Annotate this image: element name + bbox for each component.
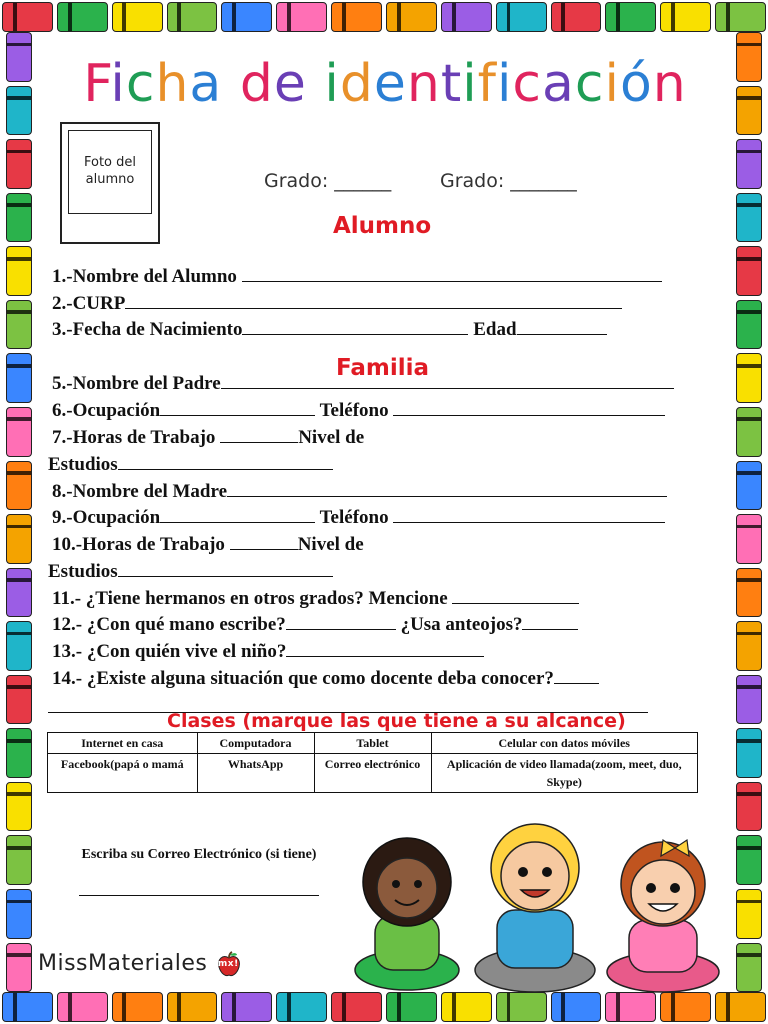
title-letter: i — [604, 54, 620, 114]
blank-line — [522, 611, 578, 630]
boy-center-figure — [475, 824, 595, 992]
title-letter: c — [574, 54, 605, 114]
title-letter: f — [477, 54, 497, 114]
crayon-piece — [736, 461, 762, 511]
crayon-piece — [736, 675, 762, 725]
blank-line — [125, 290, 622, 309]
field-label: 12.- ¿Con qué mano escribe? — [52, 614, 286, 635]
crayon-piece — [736, 889, 762, 939]
field-label: Estudios — [48, 454, 118, 475]
field-ocupacion-madre — [52, 504, 665, 531]
crayon-piece — [6, 568, 32, 618]
section-heading-familia: Familia — [336, 355, 430, 381]
crayon-piece — [736, 246, 762, 296]
clases-heading: Clases (marque las que tiene a su alcance) — [167, 710, 626, 732]
table-row — [48, 754, 698, 793]
crayon-piece — [736, 728, 762, 778]
field-vive-con — [52, 638, 484, 665]
table-cell: Aplicación de video llamada(zoom, meet, duo, Skype) — [431, 754, 698, 793]
crayon-piece — [441, 992, 492, 1022]
crayon-piece — [736, 621, 762, 671]
crayon-piece — [736, 568, 762, 618]
crayon-piece — [6, 675, 32, 725]
crayon-piece — [6, 514, 32, 564]
title-letter — [307, 54, 325, 114]
crayon-piece — [2, 992, 53, 1022]
field-nombre-padre — [52, 370, 674, 397]
title-letter: i — [110, 54, 126, 114]
email-block — [64, 843, 334, 896]
blank-line — [221, 370, 674, 389]
crayon-piece — [715, 992, 766, 1022]
field-curp — [52, 290, 622, 317]
crayon-piece — [276, 992, 327, 1022]
crayon-piece — [6, 889, 32, 939]
email-blank-line — [79, 873, 319, 896]
blank-line — [118, 558, 333, 577]
field-label: 14.- ¿Existe alguna situación que como docente deba conocer? — [52, 668, 554, 689]
field-label: 6.-Ocupación — [52, 400, 161, 421]
title-letter: e — [373, 54, 407, 114]
crayon-piece — [6, 353, 32, 403]
crayon-piece — [605, 2, 656, 32]
field-label: 11.- ¿Tiene hermanos en otros grados? Mencione — [52, 588, 448, 609]
blank-line — [160, 397, 315, 416]
table-cell: Facebook(papá o mamá — [48, 754, 198, 793]
blank-line — [393, 397, 665, 416]
table-cell: Correo electrónico — [314, 754, 431, 793]
field-label: 2.-CURP — [52, 293, 126, 314]
field-label-anteojos: ¿Usa anteojos? — [400, 614, 523, 635]
blank-line — [517, 316, 607, 335]
title-letter: d — [339, 54, 374, 114]
title-letter: e — [273, 54, 307, 114]
brand-text: MissMateriales — [38, 951, 208, 976]
crayon-piece — [605, 992, 656, 1022]
table-cell: Computadora — [197, 733, 314, 754]
grado-field-2: Grado: _______ — [440, 170, 577, 192]
crayon-piece — [660, 992, 711, 1022]
crayon-piece — [6, 835, 32, 885]
title-letter: a — [189, 54, 223, 114]
table-cell: Internet en casa — [48, 733, 198, 754]
field-label: 8.-Nombre del Madre — [52, 481, 228, 502]
crayon-piece — [6, 139, 32, 189]
crayon-piece — [6, 32, 32, 82]
field-label-telefono: Teléfono — [319, 400, 389, 421]
blank-line — [230, 531, 298, 550]
section-heading-alumno: Alumno — [333, 213, 432, 239]
field-label-nivel: Nivel de — [297, 534, 364, 555]
title-letter: ó — [619, 54, 653, 114]
blank-line — [118, 451, 333, 470]
apple-badge-text: mx! — [217, 959, 239, 969]
field-label: Estudios — [48, 561, 118, 582]
field-estudios-padre — [48, 451, 333, 478]
title-letter: n — [652, 54, 687, 114]
crayon-piece — [736, 32, 762, 82]
field-nombre-alumno — [52, 263, 662, 290]
blank-line — [554, 665, 599, 684]
email-label: Escriba su Correo Electrónico (si tiene) — [81, 847, 317, 862]
page-title — [70, 44, 700, 124]
apple-icon — [215, 950, 243, 978]
girl-left-figure — [355, 838, 459, 990]
field-ocupacion-padre — [52, 397, 665, 424]
table-cell: WhatsApp — [197, 754, 314, 793]
field-nombre-madre — [52, 478, 667, 505]
crayon-piece — [6, 782, 32, 832]
crayon-piece — [57, 2, 108, 32]
crayon-piece — [6, 407, 32, 457]
crayon-piece — [736, 943, 762, 993]
crayon-piece — [2, 2, 53, 32]
crayon-piece — [6, 246, 32, 296]
blank-line — [220, 424, 298, 443]
crayon-piece — [221, 2, 272, 32]
blank-line — [452, 585, 579, 604]
field-horas-trabajo-madre — [52, 531, 364, 558]
field-label: 9.-Ocupación — [52, 507, 161, 528]
crayon-piece — [112, 992, 163, 1022]
title-letter: d — [239, 54, 274, 114]
crayon-border-top — [0, 0, 768, 34]
title-letter: F — [83, 54, 111, 114]
table-cell: Tablet — [314, 733, 431, 754]
brand-logo — [38, 950, 243, 978]
kids-illustration — [345, 810, 735, 995]
field-fecha-nacimiento — [52, 316, 607, 343]
crayon-piece — [736, 86, 762, 136]
crayon-piece — [736, 407, 762, 457]
title-letter: h — [155, 54, 190, 114]
crayon-piece — [6, 461, 32, 511]
blank-line — [160, 504, 315, 523]
blank-line — [286, 611, 396, 630]
crayon-piece — [57, 992, 108, 1022]
grado-field-1: Grado: ______ — [264, 170, 392, 192]
crayon-piece — [660, 2, 711, 32]
crayon-piece — [736, 139, 762, 189]
clases-table — [47, 732, 698, 793]
crayon-piece — [551, 992, 602, 1022]
crayon-border-bottom — [0, 990, 768, 1024]
title-letter: i — [324, 54, 340, 114]
crayon-piece — [736, 835, 762, 885]
field-hermanos — [52, 585, 579, 612]
title-letter: a — [542, 54, 575, 114]
crayon-piece — [6, 621, 32, 671]
crayon-piece — [736, 193, 762, 243]
field-mano-escribe — [52, 611, 578, 638]
field-situacion — [52, 665, 599, 692]
field-label-nivel: Nivel de — [298, 427, 365, 448]
crayon-border-right — [734, 30, 764, 994]
crayon-piece — [736, 353, 762, 403]
field-label: 3.-Fecha de Nacimiento — [52, 319, 243, 340]
field-estudios-madre — [48, 558, 333, 585]
crayon-piece — [6, 193, 32, 243]
crayon-piece — [331, 2, 382, 32]
field-label: 1.-Nombre del Alumno — [52, 266, 237, 287]
title-letter: n — [406, 54, 441, 114]
crayon-piece — [551, 2, 602, 32]
field-label-telefono: Teléfono — [319, 507, 389, 528]
crayon-piece — [715, 2, 766, 32]
field-label-edad: Edad — [473, 319, 517, 340]
table-cell: Celular con datos móviles — [431, 733, 698, 754]
student-photo-frame — [60, 122, 160, 244]
crayon-piece — [736, 300, 762, 350]
crayon-piece — [496, 2, 547, 32]
crayon-piece — [496, 992, 547, 1022]
blank-line — [242, 316, 468, 335]
crayon-piece — [221, 992, 272, 1022]
crayon-piece — [441, 2, 492, 32]
crayon-piece — [6, 86, 32, 136]
blank-line — [393, 504, 665, 523]
crayon-piece — [331, 992, 382, 1022]
table-row — [48, 733, 698, 754]
field-horas-trabajo-padre — [52, 424, 364, 451]
field-label: 7.-Horas de Trabajo — [52, 427, 216, 448]
field-label: 10.-Horas de Trabajo — [52, 534, 225, 555]
crayon-piece — [386, 992, 437, 1022]
girl-right-figure — [607, 840, 719, 992]
crayon-piece — [736, 514, 762, 564]
crayon-piece — [167, 992, 218, 1022]
crayon-piece — [276, 2, 327, 32]
title-letter: i — [462, 54, 478, 114]
field-label: 13.- ¿Con quién vive el niño? — [52, 641, 287, 662]
crayon-piece — [386, 2, 437, 32]
crayon-piece — [736, 782, 762, 832]
title-letter: t — [440, 54, 463, 114]
blank-line — [242, 263, 662, 282]
crayon-border-left — [4, 30, 34, 994]
crayon-piece — [167, 2, 218, 32]
crayon-piece — [112, 2, 163, 32]
title-letter — [222, 54, 240, 114]
crayon-piece — [6, 943, 32, 993]
crayon-piece — [6, 300, 32, 350]
title-letter: c — [512, 54, 543, 114]
photo-label: Foto del alumno — [83, 155, 136, 187]
blank-line — [227, 478, 667, 497]
blank-line — [286, 638, 484, 657]
crayon-piece — [6, 728, 32, 778]
title-letter: i — [496, 54, 513, 114]
field-label: 5.-Nombre del Padre — [52, 373, 221, 394]
title-letter: c — [125, 54, 156, 114]
